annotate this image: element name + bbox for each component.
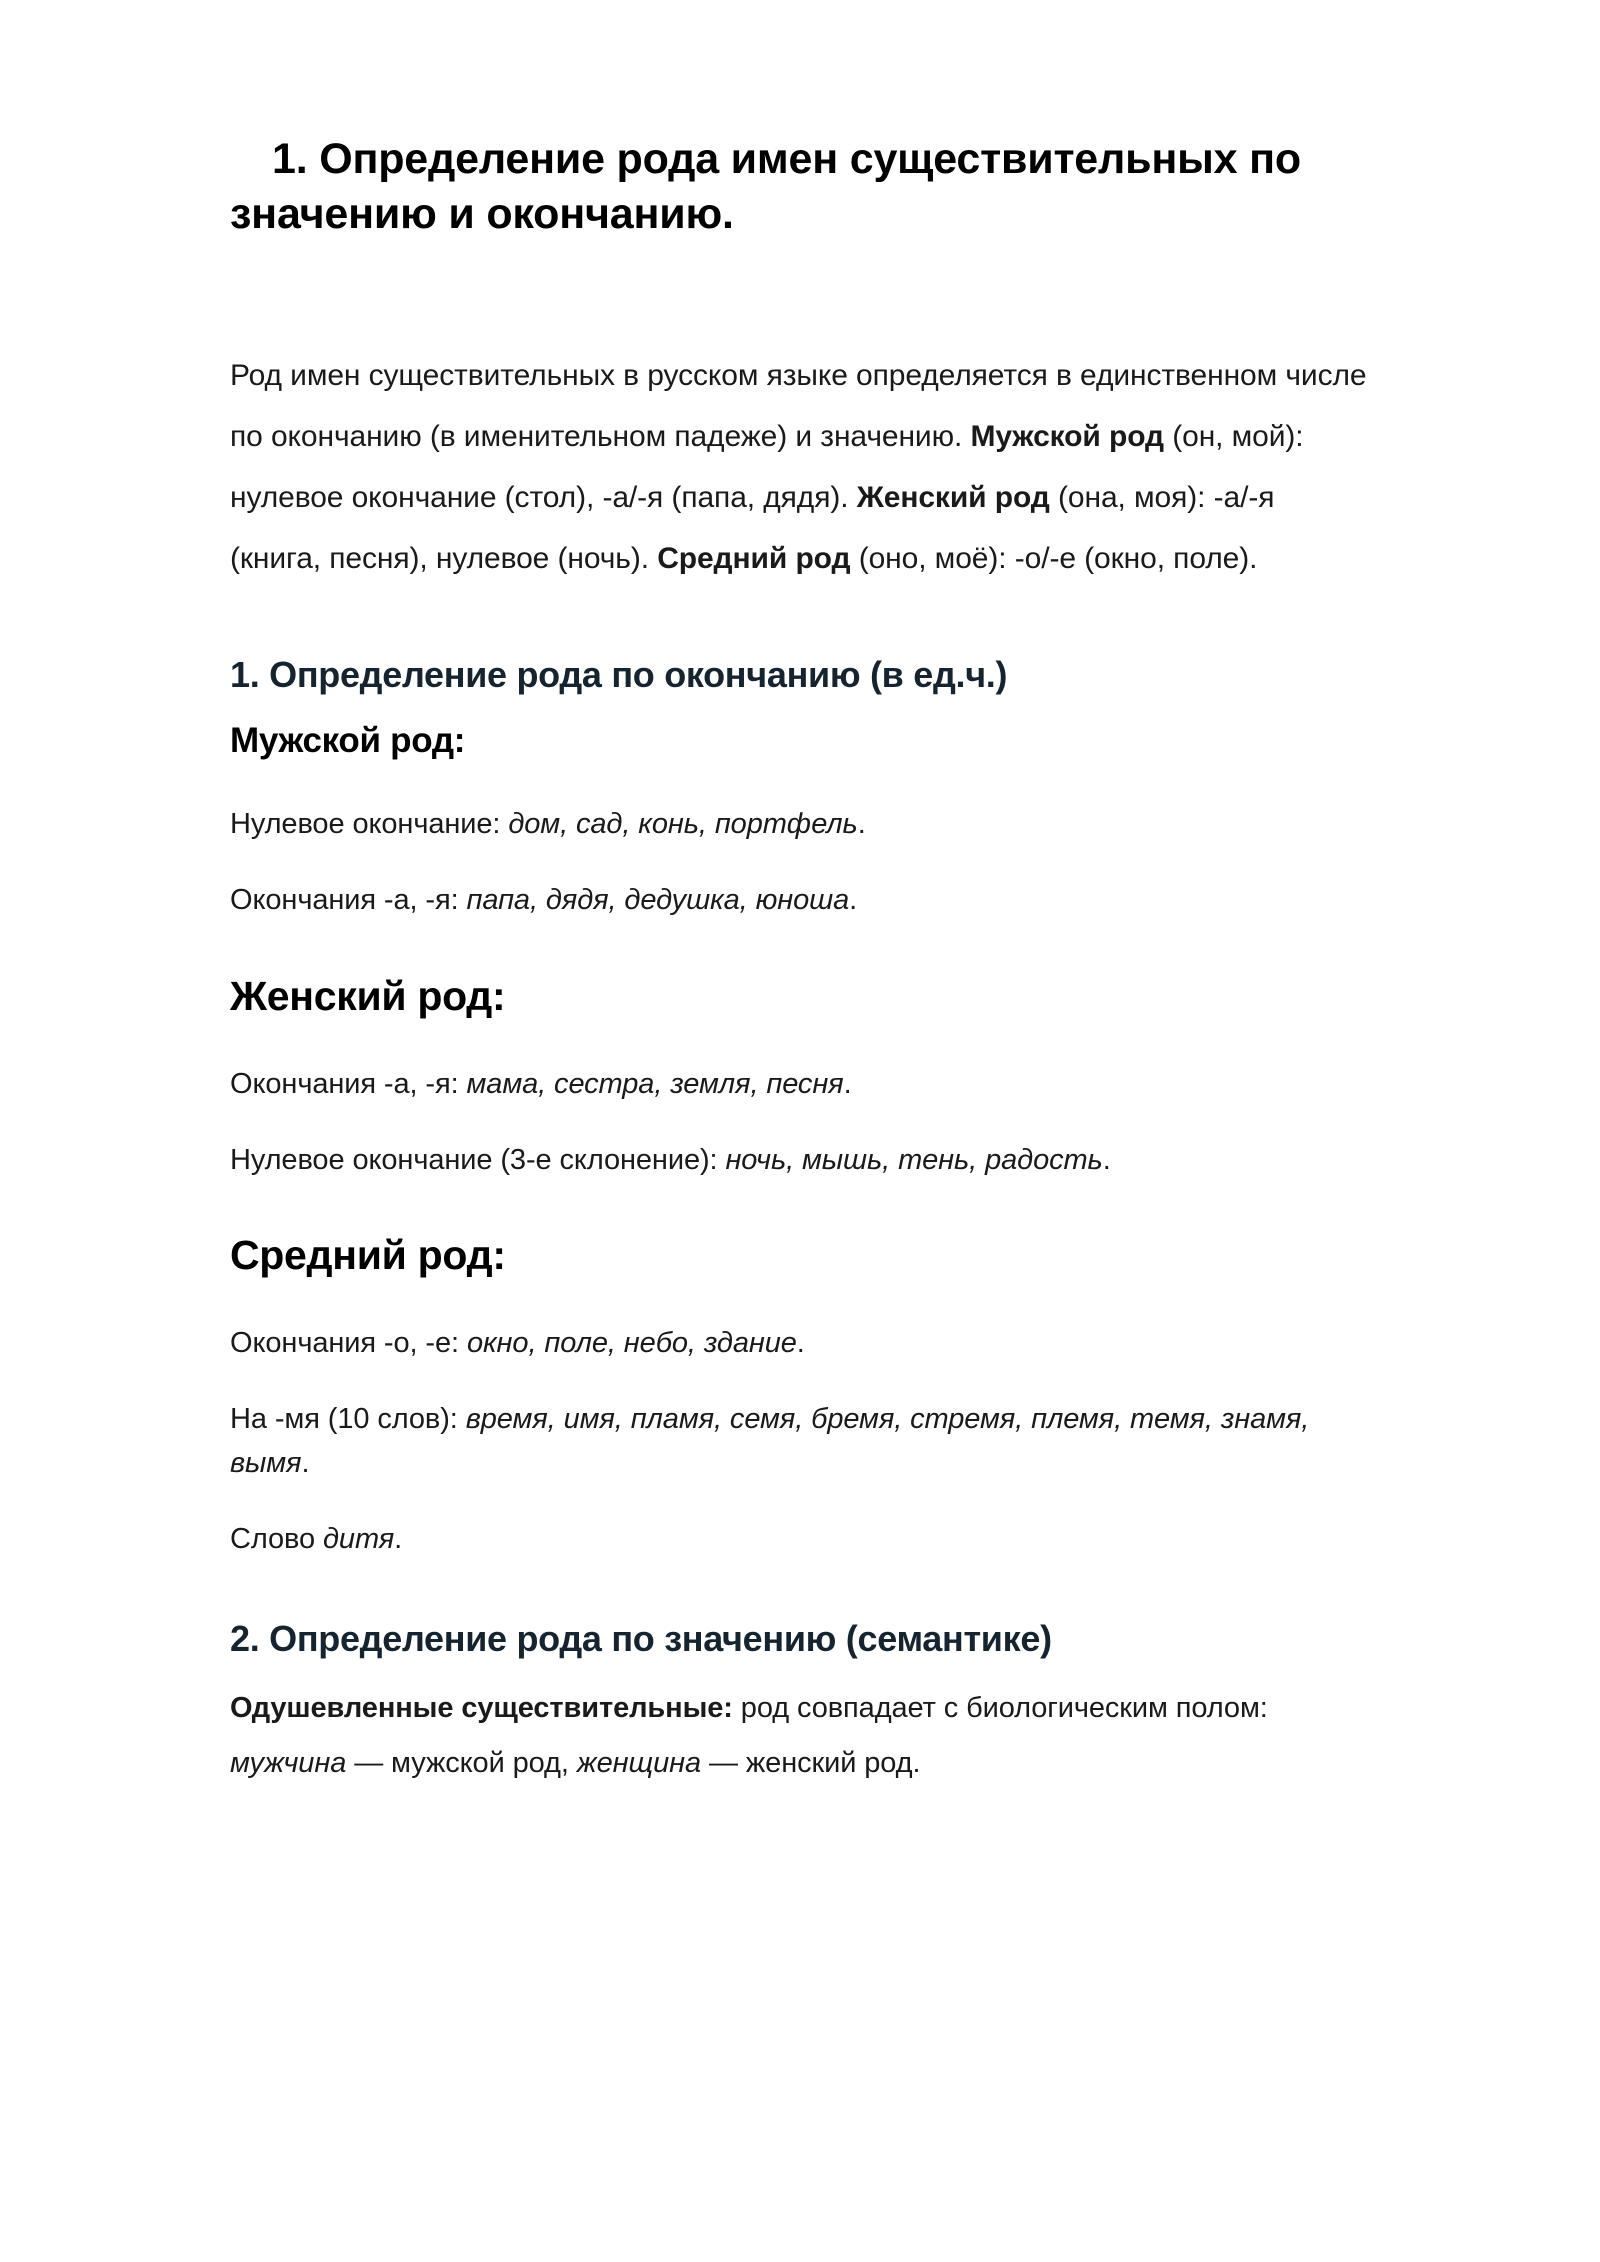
rule-label: Слово (230, 1523, 323, 1556)
rule-tail: . (796, 1327, 805, 1360)
intro-bold-feminine: Женский род (856, 480, 1050, 514)
rule-tail: . (849, 884, 858, 917)
rule-line-neuter-mya (230, 1365, 1370, 1485)
rule-tail: . (301, 1447, 310, 1480)
subheading-neuter: Средний род: (230, 1231, 506, 1278)
rule-examples: окно, поле, небо, здание (466, 1327, 797, 1360)
rule-line-neuter-o-e (230, 1281, 1370, 1365)
section-heading-endings: 1. Определение рода по окончанию (в ед.ч.) (230, 653, 1008, 695)
rule-label: Нулевое окончание (3-е склонение): (230, 1143, 726, 1176)
rule-tail: . (1102, 1143, 1111, 1176)
rule-line-masculine-a-ya (230, 846, 1370, 922)
intro-bold-masculine: Мужской род (970, 419, 1164, 453)
rule-label: Окончания -а, -я: (230, 1067, 467, 1100)
rule-examples: ночь, мышь, тень, радость (725, 1143, 1103, 1176)
rule-label: На -мя (10 слов): (230, 1403, 466, 1436)
page-title: 1. Определение рода имен существительных по значению и окончанию. (230, 135, 1301, 239)
intro-text-part-2: (он, мой): нулевое окончание (стол), -а/-я (папа, дядя). (230, 419, 1304, 514)
rule-examples: дитя (323, 1523, 395, 1556)
intro-text-part-1: Род имен существительных в русском языке определяется в единственном числе по окончанию (в именительном падеже) и значению. (230, 359, 1367, 453)
rule-examples: папа, дядя, дедушка, юноша (466, 884, 850, 917)
rule-examples: мама, сестра, земля, песня (466, 1067, 844, 1100)
animate-text-part-2: — мужской род, (346, 1747, 577, 1780)
intro-text-part-3: (она, моя): -а/-я (книга, песня), нулевое (ночь). (230, 480, 1275, 575)
animate-text-part-3: — женский род. (701, 1747, 921, 1780)
rule-line-masculine-zero (230, 762, 1370, 846)
rule-examples: время, имя, пламя, семя, бремя, стремя, племя, темя, знамя, вымя (230, 1403, 1310, 1480)
subheading-masculine: Мужской род: (230, 720, 466, 760)
animate-text-part-1: род совпадает с биологическим полом: (732, 1691, 1268, 1724)
rule-label: Нулевое окончание: (230, 808, 509, 841)
intro-text-part-4: (оно, моё): -о/-е (окно, поле). (850, 541, 1258, 575)
rule-examples: дом, сад, конь, портфель (508, 808, 858, 841)
rule-line-feminine-zero (230, 1106, 1370, 1182)
section-heading-semantics: 2. Определение рода по значению (семантике) (230, 1617, 1052, 1659)
animate-nouns-label: Одушевленные существительные: (230, 1691, 733, 1724)
intro-bold-neuter: Средний род (657, 541, 851, 575)
intro-paragraph (230, 242, 1370, 590)
rule-label: Окончания -о, -е: (230, 1327, 467, 1360)
subheading-feminine: Женский род: (230, 972, 506, 1019)
rule-tail: . (857, 808, 866, 841)
rule-label: Окончания -а, -я: (230, 884, 467, 917)
rule-tail: . (394, 1523, 403, 1556)
animate-example-woman: женщина (576, 1747, 702, 1780)
animate-example-man: мужчина (230, 1747, 347, 1780)
rule-line-feminine-a-ya (230, 1022, 1370, 1106)
rule-tail: . (843, 1067, 852, 1100)
animate-nouns-paragraph (230, 1661, 1370, 1792)
rule-line-neuter-ditya (230, 1485, 1370, 1561)
